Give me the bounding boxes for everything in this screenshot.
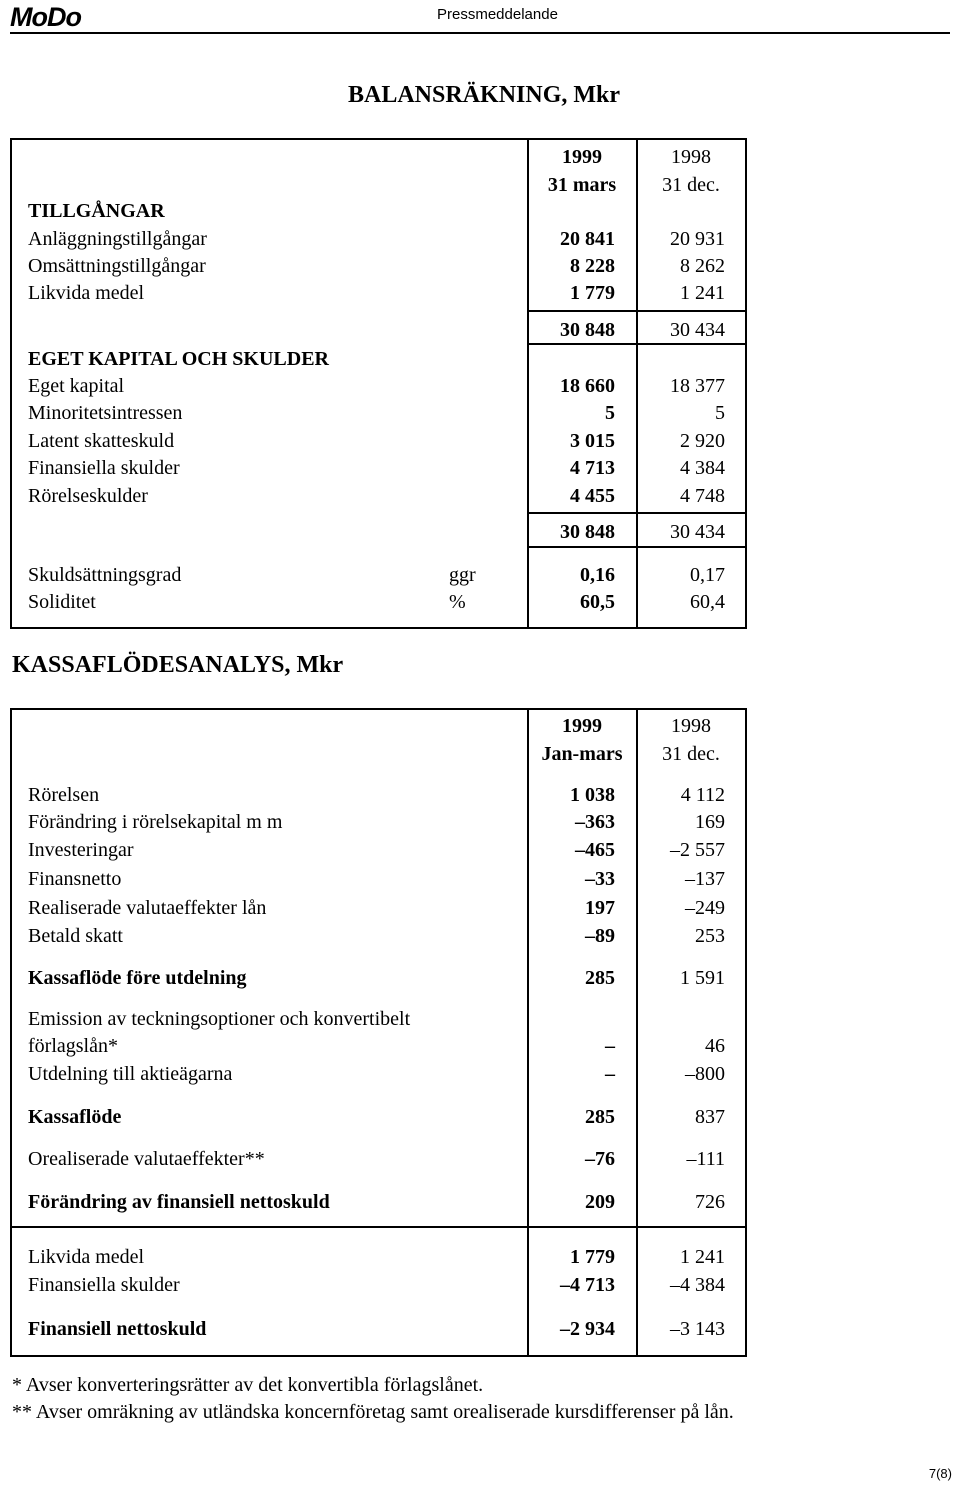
page-number: 7(8)	[928, 1466, 952, 1481]
table-row: Latent skatteskuld 3 015 2 920	[28, 430, 725, 452]
table-row: Omsättningstillgångar 8 228 8 262	[28, 255, 725, 277]
liabilities-total-row: 30 848 30 434	[560, 521, 725, 543]
document-type-label: Pressmeddelande	[437, 6, 558, 23]
table-row: Betald skatt –89 253	[28, 925, 725, 947]
total-rule	[527, 546, 747, 548]
subtotal-rule	[527, 512, 747, 514]
table-row: Finansnetto –33 –137	[28, 868, 725, 890]
table-row: Utdelning till aktieägarna – –800	[28, 1063, 725, 1085]
cashflow-table	[10, 708, 747, 1357]
table-row: Rörelsen 1 038 4 112	[28, 784, 725, 806]
column-header-1998: 1998 31 dec.	[662, 146, 720, 196]
table-row: förlagslån* – 46	[28, 1035, 725, 1057]
total-row: Finansiell nettoskuld –2 934 –3 143	[28, 1318, 725, 1340]
table-row: Likvida medel 1 779 1 241	[28, 282, 725, 304]
table-row: Minoritetsintressen 5 5	[28, 402, 725, 424]
table-row: Skuldsättningsgrad ggr 0,16 0,17	[28, 564, 725, 586]
modo-logo: MoDo	[10, 2, 81, 32]
subtotal-rule	[527, 310, 747, 312]
column-header-1999: 1999 Jan-mars	[541, 715, 623, 765]
section-heading: EGET KAPITAL OCH SKULDER	[28, 348, 329, 370]
table-row: Rörelseskulder 4 455 4 748	[28, 485, 725, 507]
table-row: Realiserade valutaeffekter lån 197 –249	[28, 897, 725, 919]
table-row: Orealiserade valutaeffekter** –76 –111	[28, 1148, 725, 1170]
table-row: Investeringar –465 –2 557	[28, 839, 725, 861]
footnotes	[12, 1372, 734, 1426]
table-row: Anläggningstillgångar 20 841 20 931	[28, 228, 725, 250]
subtotal-row: Kassaflöde före utdelning 285 1 591	[28, 967, 725, 989]
assets-total-row: 30 848 30 434	[560, 319, 725, 341]
table-row: Finansiella skulder –4 713 –4 384	[28, 1274, 725, 1296]
page-header	[0, 0, 960, 36]
section-divider	[12, 1226, 745, 1228]
subtotal-row: Förändring av finansiell nettoskuld 209 726	[28, 1191, 725, 1213]
cashflow-title: KASSAFLÖDESANALYS, Mkr	[12, 652, 344, 678]
footnote: * Avser konverteringsrätter av det konvertibla förlagslånet.	[12, 1374, 484, 1396]
balance-sheet-title: BALANSRÄKNING, Mkr	[348, 82, 621, 108]
table-row: Soliditet % 60,5 60,4	[28, 591, 725, 613]
subtotal-row: Kassaflöde 285 837	[28, 1106, 725, 1128]
section-heading: TILLGÅNGAR	[28, 200, 165, 222]
table-row: Förändring i rörelsekapital m m –363 169	[28, 811, 725, 833]
balance-sheet-table	[10, 138, 747, 629]
table-row: Finansiella skulder 4 713 4 384	[28, 457, 725, 479]
table-row: Likvida medel 1 779 1 241	[28, 1246, 725, 1268]
table-row: Eget kapital 18 660 18 377	[28, 375, 725, 397]
footnote: ** Avser omräkning av utländska koncernföretag samt orealiserade kursdifferenser på lån.	[12, 1401, 734, 1423]
header-divider	[10, 32, 950, 34]
column-header-1999: 1999 31 mars	[547, 146, 617, 196]
column-header-1998: 1998 31 dec.	[662, 715, 720, 765]
table-row: Emission av teckningsoptioner och konvertibelt	[28, 1008, 411, 1030]
